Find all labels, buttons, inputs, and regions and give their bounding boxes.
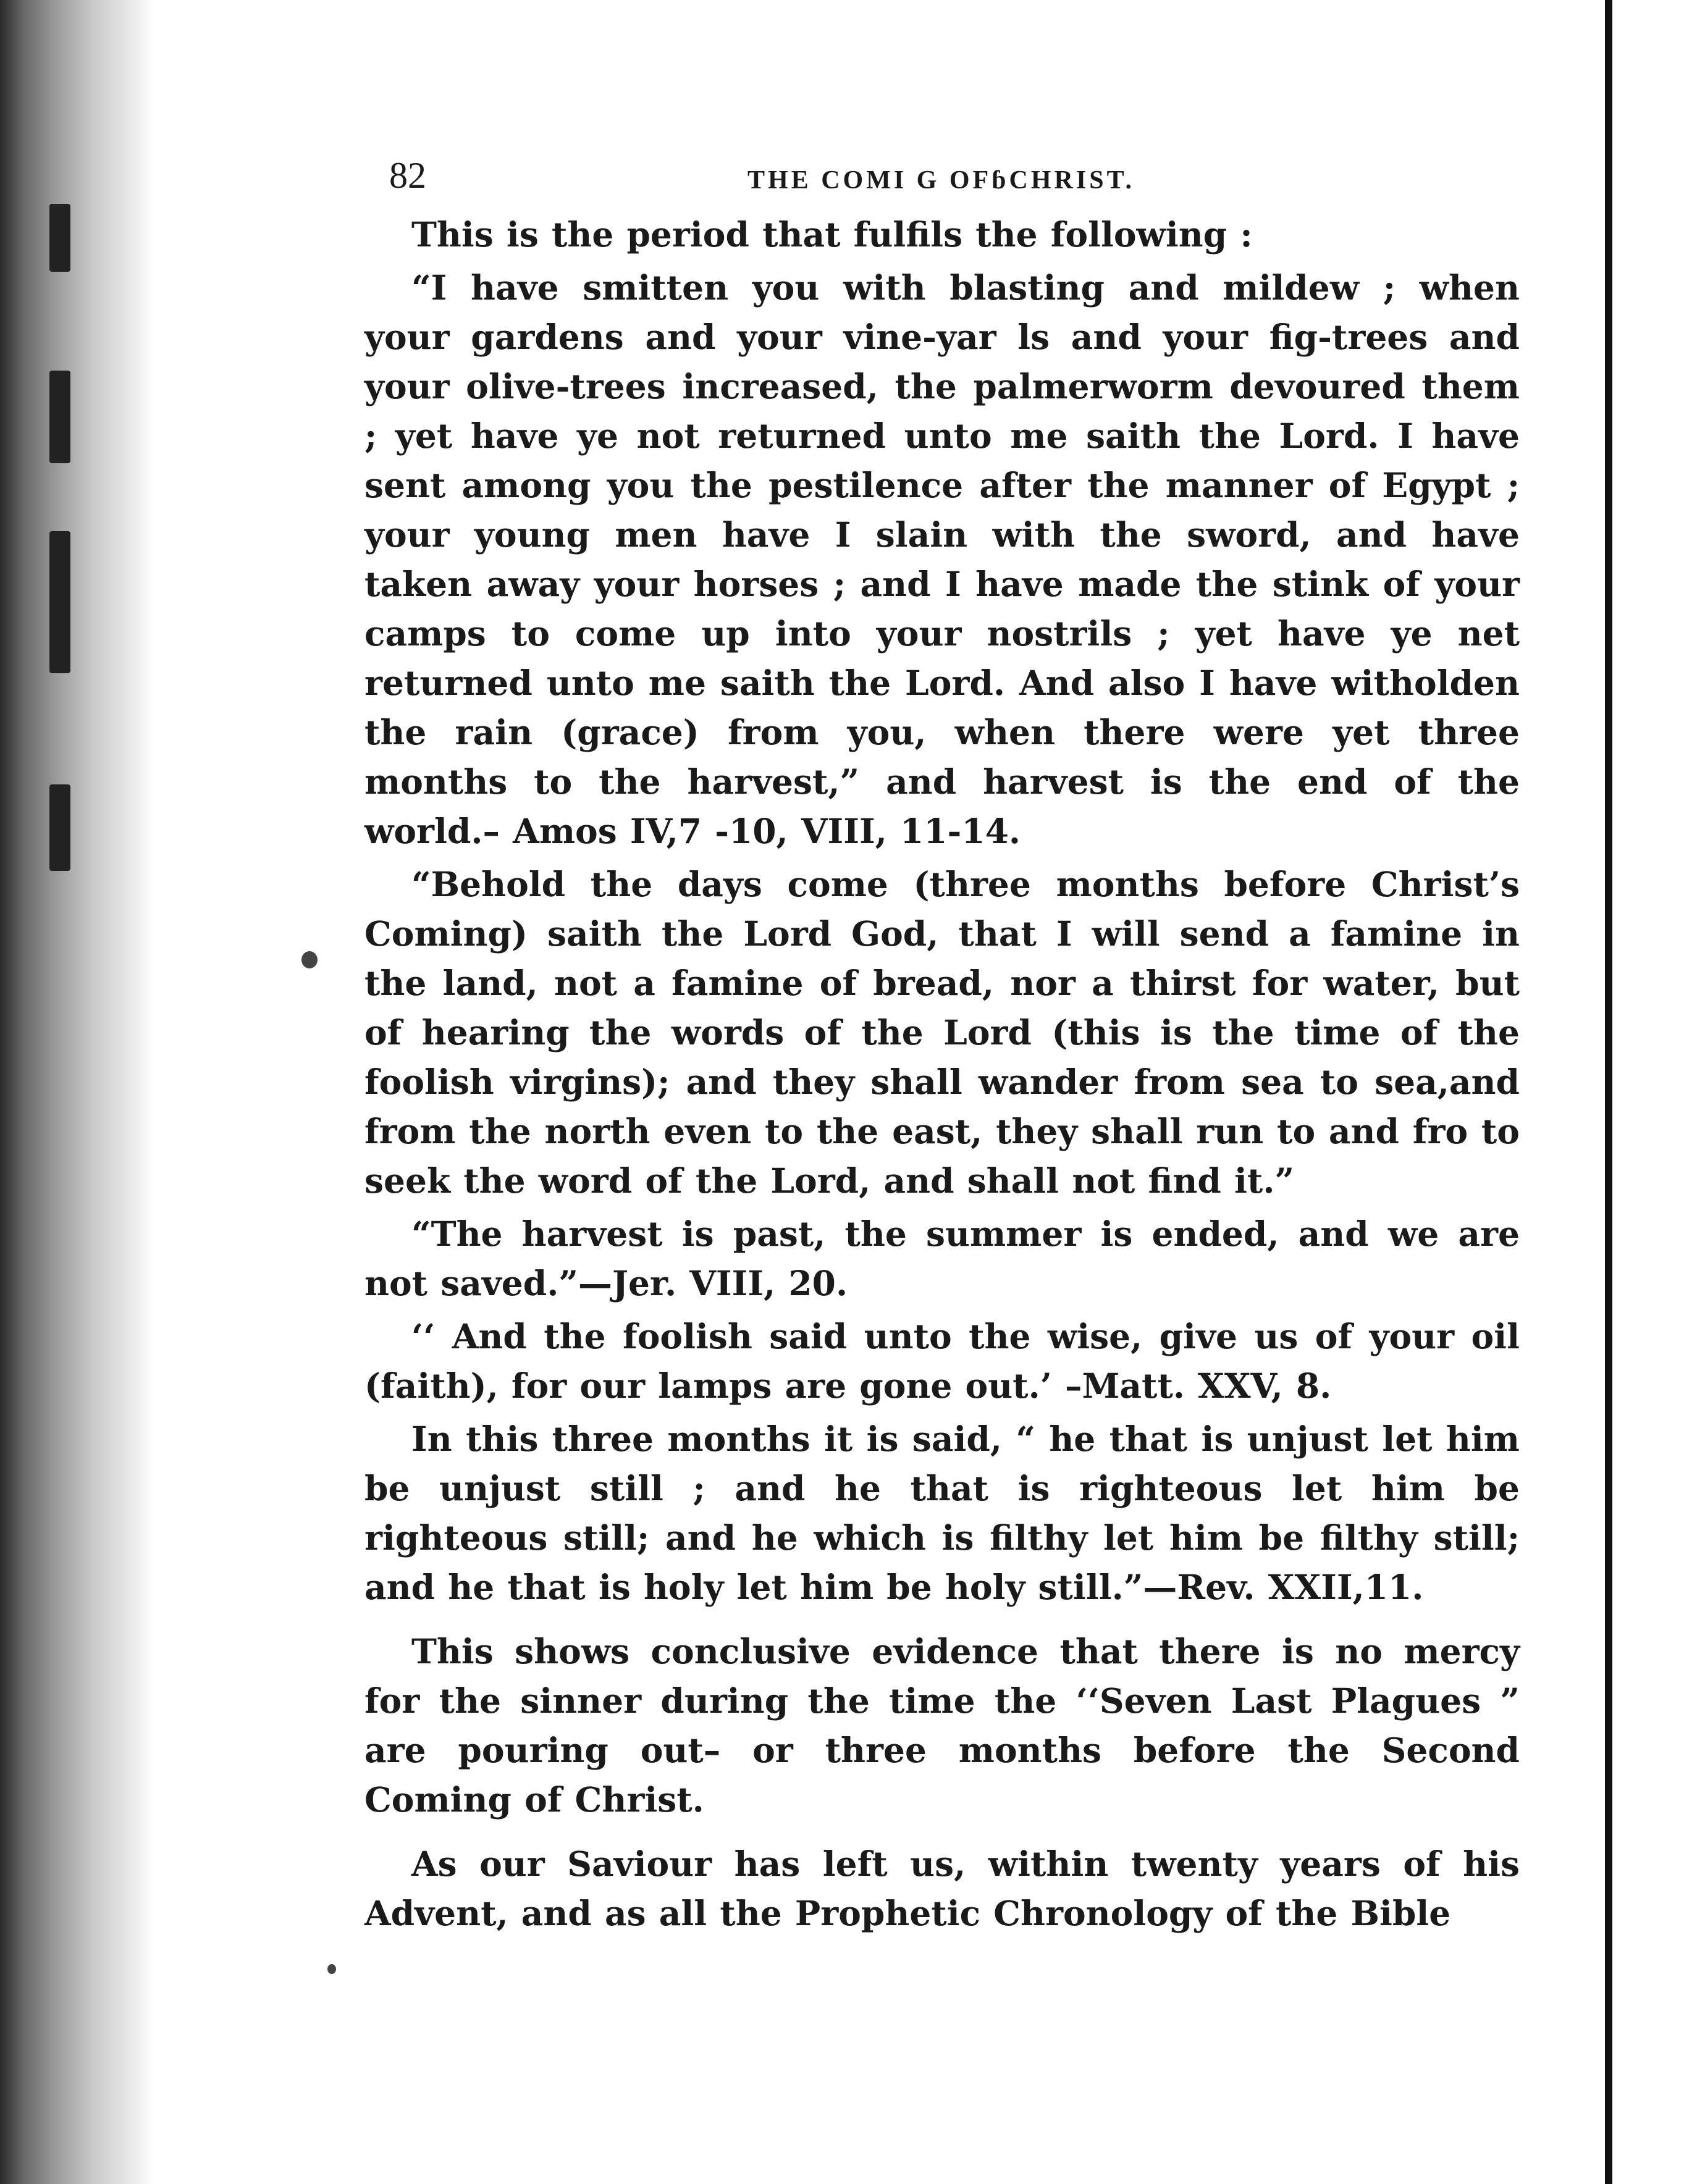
page-header [364,142,1520,210]
paragraph: This is the period that fulfils the following : [411,214,1253,254]
paragraph: This shows conclusive evidence that there is no mercy for the sinner during the time the ‘‘Seven Last Plagues ” are pouring out– or three months before the Second Coming of Christ. [364,1631,1520,1820]
book-spine-shadow [0,0,154,2184]
paragraph: “I have smitten you with blasting and mildew ; when your gardens and your vine-yar ls and your fig-trees and your olive-trees increased, the palmerworm devoured them ; yet have ye not returned unto me saith the Lord. I have sent among you the pestilence after the manner of Egypt ; your young men have I slain with the sword, and have taken away your horses ; and I have made the stink of your camps to come up into your nostrils ; yet have ye net returned unto me saith the Lord. And also I have witholden the rain (grace) from you, when there were yet three months to the harvest,” and harvest is the end of the world.– Amos IV,7 -10, VIII, 11-14. [364,267,1520,851]
ink-speck [301,951,318,968]
paragraph: ‘‘ And the foolish said unto the wise, give us of your oil (faith), for our lamps are gone out.’ –Matt. XXV, 8. [364,1316,1520,1406]
spine-mark [49,371,70,463]
paragraph: “Behold the days come (three months before Christ’s Coming) saith the Lord God, that I will send a famine in the land, not a famine of bread, nor a thirst for water, but of hearing the words of the Lord (this is the time of the foolish virgins); and they shall wander from sea to sea,and from the north even to the east, they shall run to and fro to seek the word of the Lord, and shall not find it.” [364,864,1520,1201]
page-border-line [1605,0,1612,2184]
paragraph: In this three months it is said, “ he that is unjust let him be unjust still ; and he that is righteous let him be righteous still; and he which is filthy let him be filthy still; and he that is holy let him be holy still.”—Rev. XXII,11. [364,1419,1520,1607]
spine-mark [49,204,70,272]
paragraph: As our Saviour has left us, within twenty years of his Advent, and as all the Prophetic Chronology of the Bible [364,1844,1520,1933]
ink-speck [327,1964,336,1974]
page-number: 82 [389,155,426,196]
spine-mark [49,784,70,871]
running-title: THE COMI G OFɓCHRIST. [747,166,1135,195]
book-page [364,142,1520,1938]
paragraph: “The harvest is past, the summer is ended, and we are not saved.”—Jer. VIII, 20. [364,1214,1520,1303]
body-text [364,210,1520,1938]
spine-mark [49,531,70,673]
